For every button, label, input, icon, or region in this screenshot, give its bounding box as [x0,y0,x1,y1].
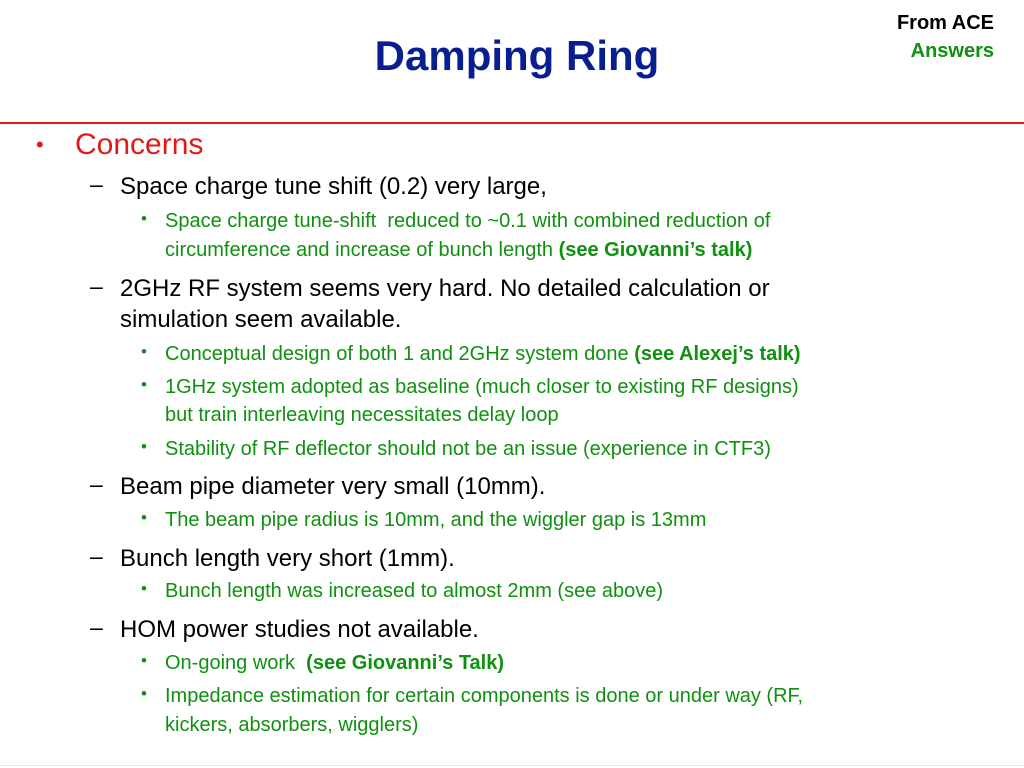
source-note-line2: Answers [910,40,994,62]
bullet-text: Concerns [75,128,204,161]
answer-marker: • [141,342,147,361]
dash-marker: – [90,273,103,299]
answer-line: but train interleaving necessitates delay loop [165,404,559,426]
answer-line-text: circumference and increase of bunch length [165,239,559,261]
answer-line: 1GHz system adopted as baseline (much closer to existing RF designs) [165,376,799,398]
subbullet-text: 2GHz RF system seems very hard. No detailed calculation or [120,275,770,302]
subbullet-text: Space charge tune shift (0.2) very large, [120,173,547,200]
answer-line: Space charge tune-shift reduced to ~0.1 with combined reduction of [165,210,771,232]
talk-reference: (see Alexej’s talk) [634,343,801,365]
dash-marker: – [90,471,103,497]
subbullet-text: Bunch length very short (1mm). [120,545,455,572]
answer-line: Impedance estimation for certain components is done or under way (RF, [165,685,804,707]
answer-line [165,649,504,678]
subbullet-text: Beam pipe diameter very small (10mm). [120,473,546,500]
answer-marker: • [141,508,147,527]
answer-line: Bunch length was increased to almost 2mm (see above) [165,580,664,602]
answer-line-text: Conceptual design of both 1 and 2GHz system done [165,343,635,365]
bullet-marker: • [36,132,44,157]
dash-marker: – [90,171,103,197]
answer-marker: • [141,684,147,703]
answer-line: Stability of RF deflector should not be an issue (experience in CTF3) [165,438,771,460]
answer-line: kickers, absorbers, wigglers) [165,714,419,736]
answer-marker: • [141,651,147,670]
answer-marker: • [141,579,147,598]
dash-marker: – [90,543,103,569]
answer-line: The beam pipe radius is 10mm, and the wiggler gap is 13mm [165,509,707,531]
answer-marker: • [141,375,147,394]
subbullet-text: simulation seem available. [120,306,402,333]
slide-title: Damping Ring [374,32,660,79]
talk-reference: (see Giovanni’s Talk) [306,652,505,674]
footer-divider [0,765,1024,766]
dash-marker: – [90,614,103,640]
answer-marker: • [141,209,147,228]
source-note-line1: From ACE [896,12,994,34]
subbullet-text: HOM power studies not available. [120,616,479,643]
answer-line [165,236,752,265]
talk-reference: (see Giovanni’s talk) [558,239,753,261]
answer-line [165,340,801,369]
answer-marker: • [141,437,147,456]
answer-line-text: On-going work [165,652,307,674]
